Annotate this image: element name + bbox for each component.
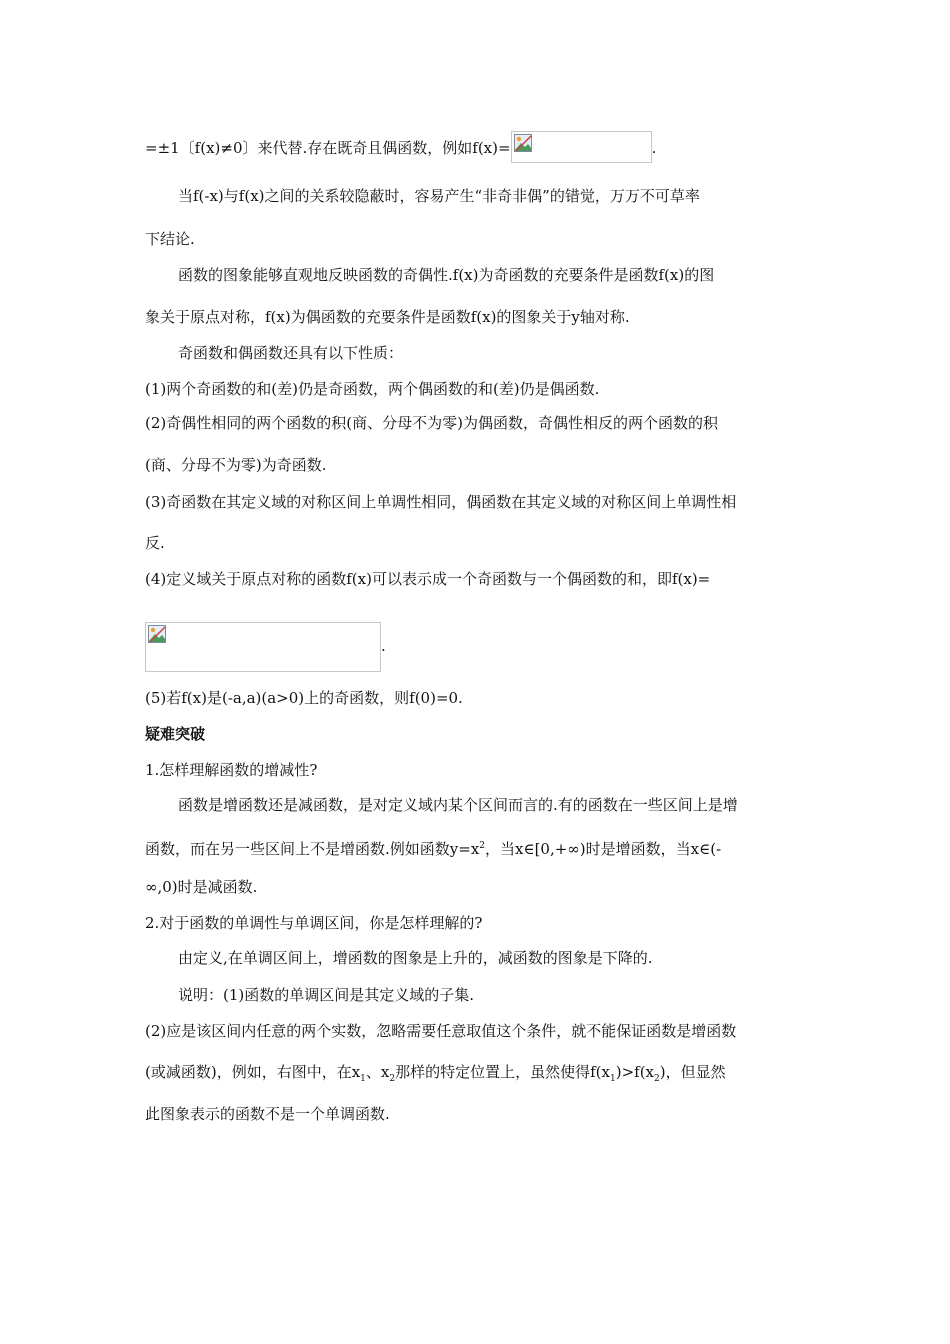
paragraph-line: (4)定义域关于原点对称的函数f(x)可以表示成一个奇函数与一个偶函数的和，即f(x)= bbox=[145, 570, 711, 588]
broken-image-icon bbox=[514, 134, 532, 152]
paragraph-line: 下结论. bbox=[145, 230, 195, 248]
broken-image-placeholder bbox=[145, 622, 381, 672]
paragraph-line: (1)两个奇函数的和(差)仍是奇函数，两个偶函数的和(差)仍是偶函数. bbox=[145, 380, 600, 398]
paragraph-line: (3)奇函数在其定义域的对称区间上单调性相同，偶函数在其定义域的对称区间上单调性相 bbox=[145, 493, 737, 511]
paragraph-line: . bbox=[145, 622, 386, 672]
paragraph-line: (或减函数)，例如，右图中，在$x_1$、$x_2$那样的特定位置上，虽然使得$f(x_1)>f(x_2)$，但显然 bbox=[145, 1063, 726, 1084]
paragraph-line: 函数是增函数还是减函数，是对定义域内某个区间而言的.有的函数在一些区间上是增 bbox=[178, 796, 738, 814]
paragraph-line: 函数，而在另一些区间上不是增函数.例如函数$y=x^2$，当x∈[0,+∞)时是增函数，当x∈(- bbox=[145, 840, 722, 858]
paragraph-line: 此图象表示的函数不是一个单调函数. bbox=[145, 1105, 390, 1123]
paragraph-line: (商、分母不为零)为奇函数. bbox=[145, 456, 327, 474]
paragraph-line: ∞,0)时是减函数. bbox=[145, 878, 258, 896]
paragraph-line: 函数的图象能够直观地反映函数的奇偶性.f(x)为奇函数的充要条件是函数f(x)的图 bbox=[178, 266, 715, 284]
paragraph-line: =±1〔f(x)≠0〕来代替.存在既奇且偶函数，例如f(x)= . bbox=[145, 133, 656, 165]
paragraph-line: 1.怎样理解函数的增减性? bbox=[145, 761, 318, 779]
section-heading: 疑难突破 bbox=[145, 725, 206, 743]
broken-image-placeholder bbox=[511, 131, 652, 163]
paragraph-line: 当f(-x)与f(x)之间的关系较隐蔽时，容易产生“非奇非偶”的错觉，万万不可草率 bbox=[178, 187, 700, 205]
paragraph-line: (5)若f(x)是(-a,a)(a>0)上的奇函数，则f(0)=0. bbox=[145, 689, 463, 707]
paragraph-line: 奇函数和偶函数还具有以下性质： bbox=[178, 344, 404, 362]
paragraph-line: 2.对于函数的单调性与单调区间，你是怎样理解的? bbox=[145, 914, 483, 932]
paragraph-line: (2)应是该区间内任意的两个实数，忽略需要任意取值这个条件，就不能保证函数是增函数 bbox=[145, 1022, 737, 1040]
paragraph-line: 由定义,在单调区间上，增函数的图象是上升的，减函数的图象是下降的. bbox=[178, 949, 653, 967]
broken-image-icon bbox=[148, 625, 166, 643]
paragraph-line: 象关于原点对称，f(x)为偶函数的充要条件是函数f(x)的图象关于y轴对称. bbox=[145, 308, 630, 326]
paragraph-line: 说明：(1)函数的单调区间是其定义域的子集. bbox=[178, 986, 475, 1004]
paragraph-line: (2)奇偶性相同的两个函数的积(商、分母不为零)为偶函数，奇偶性相反的两个函数的积 bbox=[145, 414, 718, 432]
paragraph-line: 反. bbox=[145, 534, 165, 552]
